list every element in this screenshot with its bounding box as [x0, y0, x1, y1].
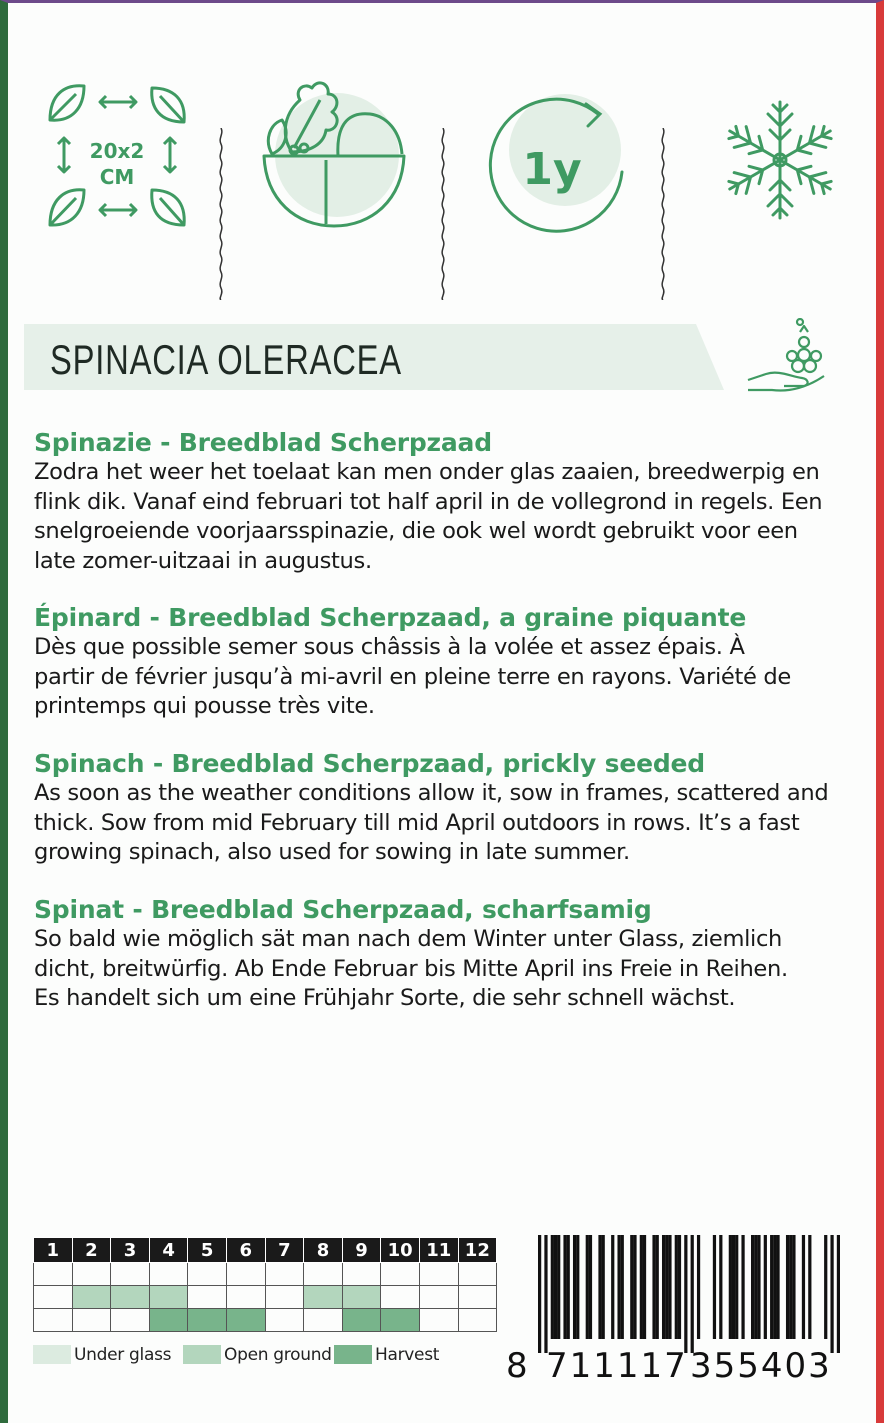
barcode-bar	[757, 1235, 760, 1339]
calendar-row-harvest	[34, 1309, 497, 1332]
description-line: partir de février jusqu’à mi-avril en pleine terre en rayons. Variété de	[34, 663, 791, 690]
barcode-bar	[837, 1235, 840, 1353]
description-title: Spinat - Breedblad Scherpzaad, scharfsamig	[34, 895, 652, 924]
wavy-divider	[218, 128, 224, 300]
barcode-bar	[611, 1235, 614, 1339]
legend-swatch	[183, 1345, 221, 1364]
barcode-bar	[808, 1235, 811, 1339]
calendar-cell	[34, 1309, 73, 1332]
barcode-bar	[824, 1235, 827, 1339]
description-line: growing spinach, also used for sowing in late summer.	[34, 839, 630, 865]
calendar-month-2: 2	[72, 1238, 111, 1263]
barcode-bar	[792, 1235, 795, 1339]
calendar-cell	[342, 1263, 381, 1286]
calendar-cell	[149, 1263, 188, 1286]
barcode-digit-first: 8	[506, 1346, 530, 1386]
calendar-month-3: 3	[111, 1238, 150, 1263]
calendar-cell	[458, 1263, 497, 1286]
barcode-bar	[789, 1235, 792, 1339]
hand-vegetables-icon	[744, 318, 834, 398]
spacing-unit: CM	[99, 165, 135, 189]
calendar-cell	[419, 1286, 458, 1309]
lifespan-cycle-icon	[480, 60, 640, 250]
calendar-cell	[226, 1309, 265, 1332]
calendar-month-header	[34, 1238, 497, 1263]
calendar-cell	[188, 1263, 227, 1286]
description-line: Zodra het weer het toelaat kan men onder glas zaaien, breedwerpig en	[34, 459, 820, 485]
calendar-cell	[381, 1309, 420, 1332]
barcode-bar	[770, 1235, 773, 1339]
barcode-digits-left: 711117	[546, 1346, 688, 1386]
barcode-bar	[557, 1235, 560, 1339]
description-line: Dès que possible semer sous châssis à la volée et assez épais. À	[34, 634, 745, 660]
legend-label: Open ground	[224, 1345, 332, 1365]
barcode-bar	[697, 1235, 700, 1339]
calendar-cell	[304, 1286, 343, 1309]
description-line: printemps qui pousse très vite.	[34, 693, 375, 719]
legend-label: Under glass	[74, 1345, 172, 1365]
calendar-cell	[304, 1309, 343, 1332]
barcode-bar	[713, 1235, 716, 1339]
calendar-cell	[381, 1286, 420, 1309]
barcode-bar	[633, 1235, 636, 1339]
calendar-month-4: 4	[149, 1238, 188, 1263]
barcode-bar	[563, 1235, 566, 1339]
description-en	[34, 749, 854, 868]
barcode	[538, 1235, 840, 1353]
calendar-cell	[265, 1286, 304, 1309]
description-line: thick. Sow from mid February till mid April outdoors in rows. It’s a fast	[34, 809, 800, 836]
calendar-cell	[111, 1309, 150, 1332]
barcode-bar	[640, 1235, 643, 1339]
calendar-row-under-glass	[34, 1263, 497, 1286]
calendar-cell	[149, 1286, 188, 1309]
wavy-divider	[440, 128, 446, 300]
calendar-cell	[72, 1286, 111, 1309]
barcode-bar	[684, 1235, 687, 1353]
calendar-month-10: 10	[381, 1238, 420, 1263]
description-line: As soon as the weather conditions allow it, sow in frames, scattered and	[34, 780, 829, 806]
barcode-bar	[662, 1235, 665, 1339]
calendar-cell	[226, 1263, 265, 1286]
description-title: Spinach - Breedblad Scherpzaad, prickly seeded	[34, 749, 706, 778]
barcode-bar	[554, 1235, 557, 1339]
calendar-cell	[111, 1263, 150, 1286]
barcode-bar	[602, 1235, 605, 1339]
barcode-bar	[751, 1235, 754, 1339]
calendar-month-6: 6	[226, 1238, 265, 1263]
barcode-bar	[586, 1235, 589, 1339]
description-line: So bald wie möglich sät man nach dem Winter unter Glass, ziemlich	[34, 926, 783, 952]
barcode-bar	[598, 1235, 601, 1339]
calendar-cell	[419, 1309, 458, 1332]
calendar-month-9: 9	[342, 1238, 381, 1263]
spacing-value: 20x2	[89, 139, 145, 163]
barcode-bar	[719, 1235, 722, 1339]
leaf-spacing-icon	[42, 60, 192, 250]
barcode-bar	[656, 1235, 659, 1339]
calendar-cell	[342, 1309, 381, 1332]
calendar-table	[33, 1237, 497, 1332]
barcode-bar	[617, 1235, 620, 1339]
calendar-cell	[458, 1286, 497, 1309]
barcode-bar	[802, 1235, 805, 1339]
calendar-cell	[419, 1263, 458, 1286]
calendar-month-1: 1	[34, 1238, 73, 1263]
spacing-label	[77, 138, 157, 190]
barcode-bar	[538, 1235, 541, 1353]
barcode-digits-right: 355403	[690, 1346, 832, 1386]
calendar-cell	[72, 1263, 111, 1286]
barcode-bar	[741, 1235, 744, 1339]
barcode-bar	[678, 1235, 681, 1339]
barcode-bar	[735, 1235, 738, 1339]
legend-swatch	[334, 1345, 372, 1364]
description-line: flink dik. Vanaf eind februari tot half april in de vollegrond in regels. Een	[34, 488, 823, 515]
barcode-bar	[764, 1235, 767, 1339]
calendar-month-5: 5	[188, 1238, 227, 1263]
description-line: late zomer-uitzaai in augustus.	[34, 547, 372, 574]
description-line: Es handelt sich um eine Frühjahr Sorte, die sehr schnell wächst.	[34, 985, 736, 1011]
description-de	[34, 895, 854, 1014]
barcode-bar	[691, 1235, 694, 1353]
barcode-bar	[576, 1235, 579, 1339]
calendar-month-7: 7	[265, 1238, 304, 1263]
harvest-bowl-icon	[252, 60, 412, 250]
calendar-cell	[188, 1309, 227, 1332]
barcode-bar	[630, 1235, 633, 1339]
calendar-cell	[34, 1263, 73, 1286]
lifespan-label: 1y	[522, 144, 582, 195]
sowing-calendar	[33, 1237, 497, 1332]
calendar-cell	[188, 1286, 227, 1309]
barcode-bar	[544, 1235, 547, 1353]
description-fr	[34, 603, 854, 722]
species-latin-name: SPINACIA OLERACEA	[50, 336, 402, 383]
calendar-cell	[458, 1309, 497, 1332]
barcode-bar	[665, 1235, 668, 1339]
calendar-month-12: 12	[458, 1238, 497, 1263]
barcode-bar	[754, 1235, 757, 1339]
barcode-bar	[729, 1235, 732, 1339]
calendar-cell	[111, 1286, 150, 1309]
calendar-cell	[226, 1286, 265, 1309]
description-title: Spinazie - Breedblad Scherpzaad	[34, 428, 492, 457]
legend-label: Harvest	[375, 1345, 440, 1365]
calendar-cell	[72, 1309, 111, 1332]
calendar-row-open-ground	[34, 1286, 497, 1309]
calendar-month-8: 8	[304, 1238, 343, 1263]
barcode-bar	[643, 1235, 646, 1339]
calendar-month-11: 11	[419, 1238, 458, 1263]
description-nl	[34, 428, 854, 576]
barcode-bar	[652, 1235, 655, 1339]
description-title: Épinard - Breedblad Scherpzaad, a graine piquante	[34, 603, 747, 632]
barcode-bar	[621, 1235, 624, 1339]
barcode-bar	[732, 1235, 735, 1339]
calendar-cell	[381, 1263, 420, 1286]
barcode-bar	[776, 1235, 779, 1339]
barcode-bar	[668, 1235, 671, 1339]
icon-row	[0, 60, 884, 250]
snowflake-icon	[722, 60, 842, 250]
barcode-bar	[589, 1235, 592, 1339]
wavy-divider	[660, 128, 666, 300]
calendar-cell	[265, 1263, 304, 1286]
legend-swatch	[33, 1345, 71, 1364]
calendar-cell	[342, 1286, 381, 1309]
barcode-bar	[830, 1235, 833, 1353]
calendar-cell	[34, 1286, 73, 1309]
calendar-cell	[265, 1309, 304, 1332]
barcode-bar	[773, 1235, 776, 1339]
barcode-bar	[786, 1235, 789, 1339]
description-line: snelgroeiende voorjaarsspinazie, die ook wel wordt gebruikt voor een	[34, 518, 798, 544]
barcode-bar	[675, 1235, 678, 1339]
calendar-cell	[304, 1263, 343, 1286]
barcode-bar	[567, 1235, 570, 1339]
barcode-bar	[551, 1235, 554, 1339]
calendar-cell	[149, 1309, 188, 1332]
description-line: dicht, breitwürfig. Ab Ende Februar bis Mitte April ins Freie in Reihen.	[34, 955, 788, 982]
barcode-bar	[573, 1235, 576, 1339]
